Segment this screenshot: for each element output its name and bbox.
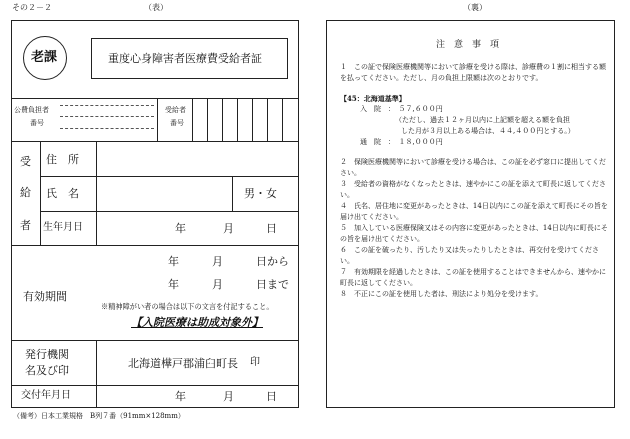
- digit-cell-border: [252, 98, 253, 141]
- valid-from-year-unit: 年: [168, 255, 179, 268]
- insurer-number-label: 公費負担者: [14, 106, 49, 114]
- issue-year-unit: 年: [175, 390, 186, 403]
- back-side-label: （裏）: [463, 3, 487, 12]
- divider: [192, 98, 193, 141]
- note-item-7: ７ 有効期限を経過したときは、この証を使用することはできませんから、速やかに町長に返してください。: [340, 268, 606, 287]
- note-item-3: ３ 受給者の資格がなくなったときは、速やかにこの証を添えて町長に返してください。: [340, 180, 606, 199]
- notes-body: [340, 62, 608, 300]
- note-item-5: ５ 加入している医療保険又はその内容に変更があったときは、14日以内に町長にその旨を届け出てください。: [340, 224, 608, 243]
- inpatient-exclusion-note: 【入院医療は助成対象外】: [131, 316, 263, 329]
- digit-cell-border: [282, 98, 283, 141]
- footnote: （備考）日本工業規格 B列７番（91mm×128mm）: [13, 412, 185, 420]
- issue-day-unit: 日: [266, 390, 277, 403]
- outpatient-limit: 通 院 ： １８,０００円: [360, 138, 443, 146]
- address-label: 住 所: [46, 153, 79, 166]
- divider: [40, 141, 41, 245]
- mental-disability-note: ※精神障がい者の場合は以下の文言を付記すること。: [101, 302, 274, 311]
- valid-from-month-unit: 月: [212, 255, 223, 268]
- digit-cell-border: [267, 98, 268, 141]
- inpatient-limit: 入 院 ： ５７,６００円: [360, 105, 443, 113]
- divider: [232, 176, 233, 211]
- birth-date-label: 生年月日: [43, 222, 83, 233]
- gender-options: 男・女: [244, 187, 277, 200]
- issue-date-label: 交付年月日: [21, 390, 71, 401]
- digit-cell-border: [237, 98, 238, 141]
- badge-label: 老課: [31, 50, 58, 65]
- insurer-number-line: [60, 116, 154, 117]
- certificate-title: 重度心身障害者医療費受給者証: [108, 52, 262, 65]
- divider: [157, 98, 158, 141]
- issue-month-unit: 月: [223, 390, 234, 403]
- inpatient-sub-1: （ただし、過去１２ヶ月以内に上記額を超える額を負担: [395, 116, 570, 124]
- front-side-label: （表）: [144, 3, 168, 12]
- recipient-number-label: 受給者: [165, 106, 186, 114]
- insurer-number-line: [60, 128, 154, 129]
- note-item-6: ６ この証を破ったり、汚したり又は失ったりしたときは、再交付を受けてください。: [340, 246, 599, 265]
- note-item-4: ４ 氏名、居住地に変更があったときは、14日以内にこの証を添えて町長にその旨を届け出てください。: [340, 202, 608, 221]
- side-label-char: 者: [20, 219, 31, 232]
- birth-day-unit: 日: [266, 222, 277, 235]
- divider: [11, 98, 299, 99]
- valid-to-day-unit: 日まで: [256, 278, 289, 291]
- validity-label: 有効期間: [23, 290, 67, 303]
- issuer-name: 北海道樺戸郡浦臼町長: [128, 357, 238, 370]
- note-item-8: ８ 不正にこの証を使用した者は、刑法により処分を受けます。: [340, 290, 543, 298]
- valid-from-day-unit: 日から: [256, 255, 289, 268]
- insurer-number-line: [60, 105, 154, 106]
- insurer-number-label-2: 番号: [30, 119, 44, 127]
- name-label: 氏 名: [46, 187, 79, 200]
- standard-title: 【45：北海道基準】: [340, 94, 406, 103]
- note-item-1: １ この証で保険医療機関等において診療を受ける際は、診療費の１割に相当する額を払ってください。ただし、月の負担上限額は次のとおりです。: [340, 63, 606, 82]
- valid-to-year-unit: 年: [168, 278, 179, 291]
- inpatient-sub-2: した月が３月以上ある場合は、４４,４００円とする。）: [401, 127, 575, 135]
- note-item-2: ２ 保険医療機関等において診療を受ける場合は、この証を必ず窓口に提出してください。: [340, 158, 606, 177]
- valid-to-month-unit: 月: [212, 278, 223, 291]
- divider: [40, 176, 299, 177]
- digit-cell-border: [207, 98, 208, 141]
- divider: [96, 141, 97, 245]
- recipient-number-label-2: 番号: [170, 119, 184, 127]
- issuer-label: 発行機関: [25, 348, 69, 361]
- notes-title: 注 意 事 項: [436, 40, 500, 50]
- seal-mark: 印: [250, 357, 260, 368]
- divider: [11, 340, 299, 341]
- side-label-char: 給: [20, 186, 31, 199]
- birth-month-unit: 月: [223, 222, 234, 235]
- divider: [11, 245, 299, 246]
- divider: [40, 211, 299, 212]
- divider: [11, 385, 299, 386]
- birth-year-unit: 年: [175, 222, 186, 235]
- form-number: その２－２: [12, 3, 52, 12]
- issuer-label-2: 名及び印: [25, 364, 69, 377]
- divider: [11, 141, 299, 142]
- divider: [96, 340, 97, 408]
- digit-cell-border: [222, 98, 223, 141]
- side-label-char: 受: [20, 155, 31, 168]
